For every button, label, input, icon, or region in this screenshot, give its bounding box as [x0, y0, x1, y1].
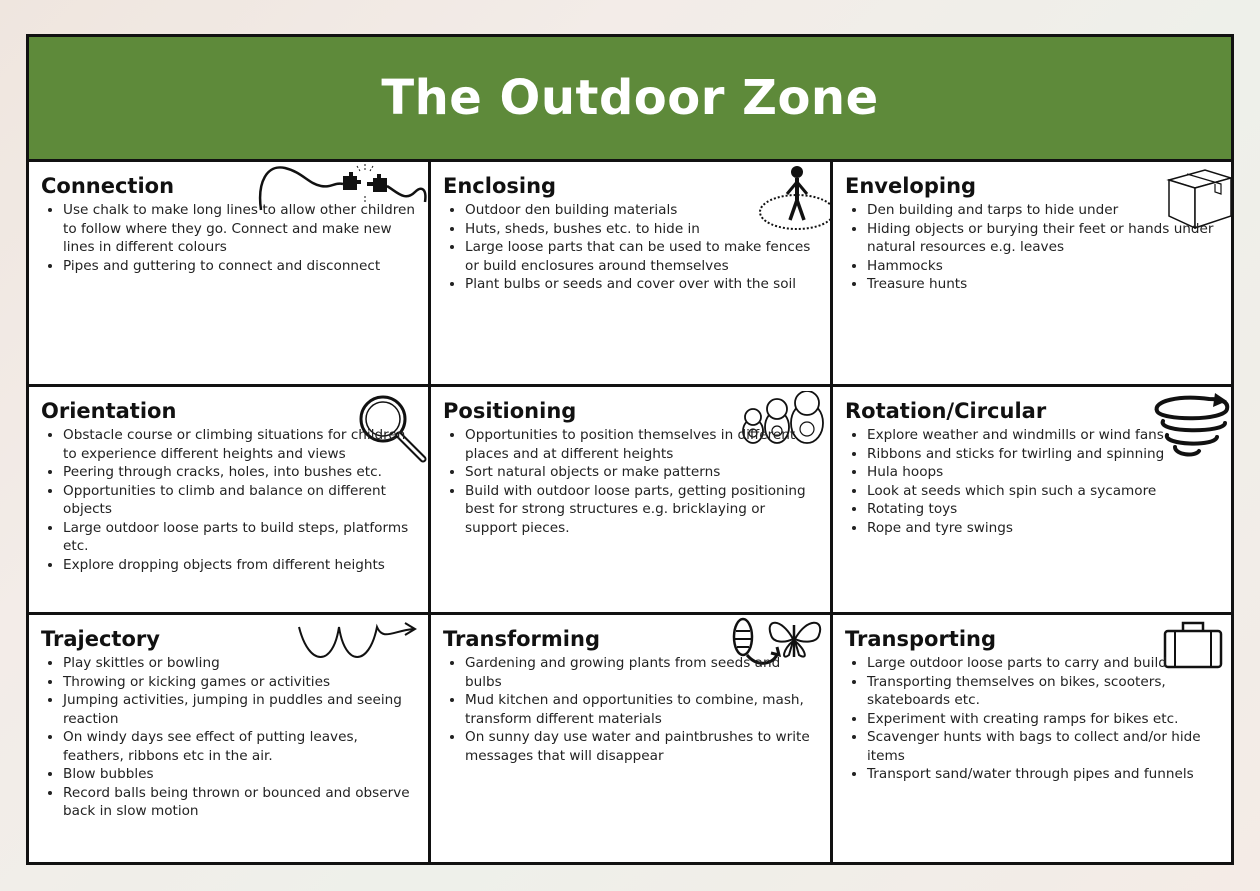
list-item: • Plant bulbs or seeds and cover over with the soil — [465, 275, 820, 294]
card-heading: Enclosing — [443, 174, 557, 198]
list-item: • Hiding objects or burying their feet or hands under natural resources e.g. leaves — [867, 220, 1221, 257]
card-heading: Transforming — [443, 627, 600, 651]
list-item: • Throwing or kicking games or activities — [63, 673, 418, 692]
card-list — [41, 201, 418, 275]
card-list — [845, 426, 1221, 537]
list-item: • On windy days see effect of putting leaves, feathers, ribbons etc in the air. — [63, 728, 418, 765]
list-item: • Scavenger hunts with bags to collect and/or hide items — [867, 728, 1221, 765]
card-positioning — [431, 387, 833, 615]
card-heading: Orientation — [41, 399, 177, 423]
card-heading: Positioning — [443, 399, 577, 423]
card-list — [443, 201, 820, 294]
card-list — [845, 654, 1221, 784]
card-orientation — [29, 387, 431, 615]
list-item: • Large outdoor loose parts to carry and build — [867, 654, 1221, 673]
card-rotation-circular — [833, 387, 1231, 615]
card-list — [443, 654, 820, 765]
list-item: • Hammocks — [867, 257, 1221, 276]
list-item: • Record balls being thrown or bounced and observe back in slow motion — [63, 784, 418, 821]
list-item: • Play skittles or bowling — [63, 654, 418, 673]
card-transforming — [431, 615, 833, 862]
list-item: • Use chalk to make long lines to allow other children to follow where they go. Connect and make new lines in different colours — [63, 201, 418, 257]
list-item: • Experiment with creating ramps for bikes etc. — [867, 710, 1221, 729]
list-item: • Explore weather and windmills or wind fans — [867, 426, 1221, 445]
list-item: • Rotating toys — [867, 500, 1221, 519]
card-list — [41, 426, 418, 574]
list-item: • Huts, sheds, bushes etc. to hide in — [465, 220, 820, 239]
card-enveloping — [833, 162, 1231, 387]
header-banner — [29, 37, 1231, 162]
list-item: • Large loose parts that can be used to make fences or build enclosures around themselves — [465, 238, 820, 275]
list-item: • Obstacle course or climbing situations for children to experience different heights and views — [63, 426, 418, 463]
list-item: • Jumping activities, jumping in puddles and seeing reaction — [63, 691, 418, 728]
list-item: • Transport sand/water through pipes and funnels — [867, 765, 1221, 784]
list-item: • Peering through cracks, holes, into bushes etc. — [63, 463, 418, 482]
card-heading: Trajectory — [41, 627, 160, 651]
list-item: • Treasure hunts — [867, 275, 1221, 294]
list-item: • On sunny day use water and paintbrushes to write messages that will disappear — [465, 728, 820, 765]
list-item: • Mud kitchen and opportunities to combine, mash, transform different materials — [465, 691, 820, 728]
page-title: The Outdoor Zone — [381, 70, 879, 126]
card-heading: Rotation/Circular — [845, 399, 1047, 423]
outdoor-zone-sheet — [26, 34, 1234, 865]
card-connection — [29, 162, 431, 387]
list-item: • Sort natural objects or make patterns — [465, 463, 820, 482]
card-transporting — [833, 615, 1231, 862]
list-item: • Explore dropping objects from different heights — [63, 556, 418, 575]
list-item: • Outdoor den building materials — [465, 201, 820, 220]
list-item: • Opportunities to climb and balance on different objects — [63, 482, 418, 519]
list-item: • Transporting themselves on bikes, scooters, skateboards etc. — [867, 673, 1221, 710]
list-item: • Blow bubbles — [63, 765, 418, 784]
list-item: • Look at seeds which spin such a sycamore — [867, 482, 1221, 501]
list-item: • Rope and tyre swings — [867, 519, 1221, 538]
list-item: • Den building and tarps to hide under — [867, 201, 1221, 220]
list-item: • Large outdoor loose parts to build steps, platforms etc. — [63, 519, 418, 556]
list-item: • Ribbons and sticks for twirling and spinning — [867, 445, 1221, 464]
schema-grid — [29, 162, 1231, 862]
list-item: • Opportunities to position themselves in different places and at different heights — [465, 426, 820, 463]
card-list — [41, 654, 418, 821]
list-item: • Build with outdoor loose parts, getting positioning best for strong structures e.g. bricklaying or support pieces. — [465, 482, 820, 538]
list-item: • Hula hoops — [867, 463, 1221, 482]
card-heading: Transporting — [845, 627, 997, 651]
card-enclosing — [431, 162, 833, 387]
list-item: • Gardening and growing plants from seeds and bulbs — [465, 654, 820, 691]
list-item: • Pipes and guttering to connect and disconnect — [63, 257, 418, 276]
card-heading: Connection — [41, 174, 175, 198]
card-list — [443, 426, 820, 537]
card-list — [845, 201, 1221, 294]
card-trajectory — [29, 615, 431, 862]
card-heading: Enveloping — [845, 174, 977, 198]
